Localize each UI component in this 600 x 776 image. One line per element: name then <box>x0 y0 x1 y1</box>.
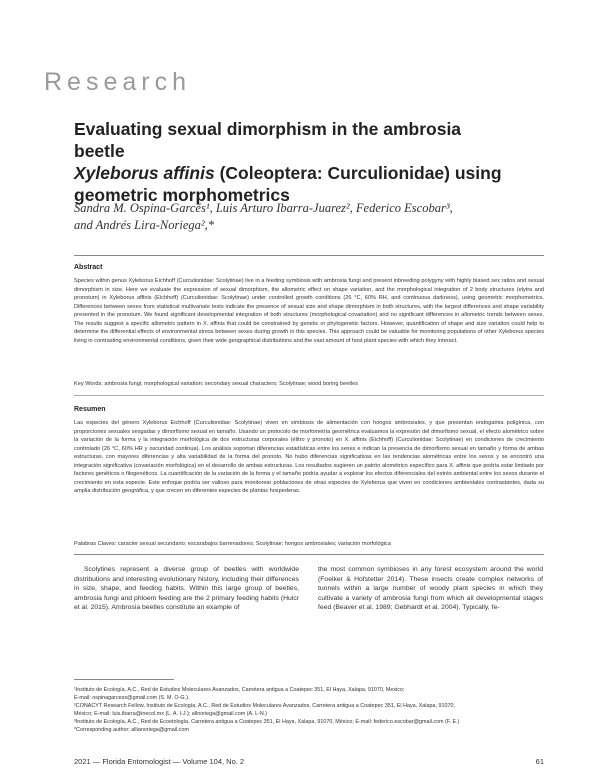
footnote-line: ²CONACYT Research Fellow, Instituto de Ecología, A.C., Red de Estudios Moleculares Avanzados, Carretera antigua a Coatepec 351, El Haya, Xalapa, 91070, <box>74 703 455 709</box>
title-line-3: geometric morphometrics <box>74 185 290 205</box>
page-number: 61 <box>535 757 544 766</box>
authors-line-2: and Andrés Lira-Noriega²,* <box>74 218 214 232</box>
resumen-text: Las especies del género Xyleborus Eichhoff (Curculionidae: Scolytinae) viven en simbiosis de alimentación con hongos ambrosiales, y que presentan endogamia poligínica, con proporciones sexuales sesgadas y dimorfismo sexual en tamaño. Usando un protocolo de morfometría geométrica evaluamos la expresión del dimorfismo sexual, el efecto alométrico sobre la variación de la forma y la integración morfológica de dos estructuras corporales (élitro y pronoto) en X. affinis (Eichhoff) (Curculionidae: Scolytinae) en condiciones de crecimiento controlado (26 °C, 60% HR y oscuridad continua). Los análisis soportan diferencias estadísticas entre los sexes e indican la presencia de dimorfismo sexual en tamaño y forma de ambas estructuras, con mayores diferencias y alta variabilidad de la forma del pronoto. No hubo diferencias significativas en las tendencias alométricas entre los sexos y se encontró una integración significativa (covariación morfológica) en el desarrollo de ambas estructuras. Los resultados sugieren un patrón alométrico específico para X. affinis que podría estar limitado por factores genéticos o filogenéticos. La cuantificación de la variación de la forma y el tamaño podría ayudar a explorar los efectos diferenciales del estrés ambiental entre los sexos durante el crecimiento en esta especie. Este enfoque podría ser valioso para monitorear poblaciones de otras especies de Xyleborus que viven en condiciones ambientales contrastantes, dada su amplia distribución geográfica, y que crecen en diferentes especies de plantas hospederas. <box>74 420 544 494</box>
title-species: Xyleborus affinis <box>74 163 215 183</box>
article-title <box>74 118 514 206</box>
resumen-keywords: Palabras Claves: caracter sexual secundario; escarabajos barrenadores; Scolytinae; hongos ambrosiales; variación morfológica <box>74 541 391 547</box>
footnote-line: E-mail: ospinagarcess@gmail.com (S. M. O-G.). <box>74 695 190 701</box>
footnote-rule <box>74 679 174 680</box>
section-label: Research <box>44 68 191 96</box>
footnote-line: México; E-mail: luis.ibarra@inecol.mx (L. A. I-J.); allnoriega@gmail.com (A. L-N.) <box>74 711 268 717</box>
body-column-right: the most common symbioses in any forest ecosystem around the world (Foelker & Hofstetter 2014). These insects create complex networks of tunnels within a large number of woody plant species in which they cultivate a variety of ambrosia fungi from which all developmental stages feed (Beaver et al. 1989; Gebhardt et al. 2004). Typically, fe- <box>318 566 543 612</box>
abstract-text: Species within genus Xyleborus Eichhoff (Curculionidae: Scolytinae) live in a feeding symbiosis with ambrosia fungi and present inbreeding polygyny with highly biased sex ratios and sexual dimorphism in size. Here we evaluate the expression of sexual dimorphism, the allometric effect on shape variation, and the morphological integration of 2 body structures (elytra and pronotum) in Xyleborus affinis (Eichhoff) (Curculionidae: Scolytinae) under controlled growth conditions (26 °C, 60% RH, and continuous darkness), using geometric morphometrics. Differences between sexes from statistical multivariate tests indicate the presence of sexual size and shape dimorphism in both structures, with the largest differences and shape variability presented in the pronotum. We found significant developmental integration of both structures (morphological covariation) and no significant differences in allometric trends between sexes. The results suggest a specific allometric pattern in X. affinis that could be constrained by genetic or phylogenetic factors. However, quantification of shape and size variation could help to determine the differential effects of environmental stress between sexes during growth in this species. This approach could be valuable for monitoring populations of other Xyleborus species living in contrasting environmental conditions, given their wide geographical distributions and the vast amount of host plant species with which they interact. <box>74 278 544 344</box>
authors-line-1: Sandra M. Ospina-Garcés¹, Luis Arturo Ibarra-Juarez², Federico Escobar³, <box>74 201 453 215</box>
author-list <box>74 200 524 234</box>
body-column-left: Scolytines represent a diverse group of beetles with worldwide distributions and interesting evolutionary history, including their differences in size, shape, and feeding habits. Within this large group of beetles, ambrosia fungi and phloem feeding are the 2 primary feeding habits (Hulcr et al. 2015). Ambrosia beetles constitute an example of <box>74 566 299 612</box>
footnote-line: ¹Instituto de Ecología, A.C., Red de Estudios Moleculares Avanzados, Carretera antigua a Coatepec 351, El Haya, Xalapa, 91070, Mexico; <box>74 687 405 693</box>
title-line-2-rest: (Coleoptera: Curculionidae) using <box>214 163 502 183</box>
abstract-keywords: Key Words: ambrosia fungi; morphological variation; secondary sexual characters; Scolytinae; wood boring beetles <box>74 381 359 387</box>
footnote-line: ³Instituto de Ecología, A.C., Red de Ecoetología, Carretera antigua a Coatepec 351, El Haya, Xalapa, 91070, México; E-mail: federico.escobar@gmail.com (F. E.) <box>74 719 460 725</box>
title-line-2 <box>74 162 514 184</box>
footnote-line: *Corresponding author; allianoriega@gmail.com <box>74 727 189 733</box>
resumen-bottom-rule <box>74 554 544 555</box>
resumen-heading: Resumen <box>74 406 106 413</box>
footnotes <box>74 686 544 734</box>
abstract-heading: Abstract <box>74 264 103 271</box>
abstract-top-rule <box>74 255 544 256</box>
title-line-1: Evaluating sexual dimorphism in the ambrosia beetle <box>74 119 462 161</box>
abstract-divider <box>74 395 544 396</box>
journal-footer: 2021 — Florida Entomologist — Volume 104, No. 2 <box>74 757 245 766</box>
